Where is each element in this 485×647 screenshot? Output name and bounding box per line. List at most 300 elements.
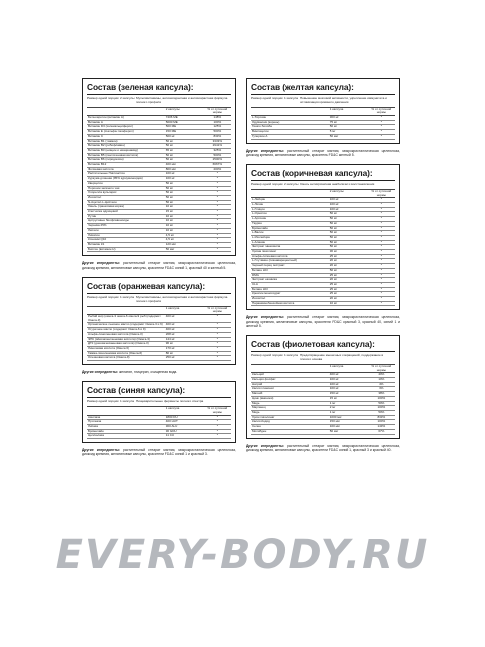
ingredients-table (251, 107, 395, 140)
daily-value-percent: * (368, 301, 395, 306)
daily-value-percent: * (204, 219, 231, 224)
other-ingredients-text: желатин, глицерин, очищенная вода. (118, 370, 178, 375)
ingredient-amount: 10 мг (165, 228, 204, 233)
ingredient-name: Молибден (251, 429, 329, 434)
ingredient-name: Хрома пиколинат (251, 250, 329, 255)
serving-size: Размер одной порции: 2 капсулы (251, 182, 299, 187)
ingredient-amount: 300 ALU (165, 424, 204, 429)
ingredient-amount: 120 мкг (165, 242, 204, 247)
ingredient-amount: 96 мг (165, 342, 204, 347)
daily-value-percent: * (368, 116, 395, 121)
ingredient-name: Кальция фосфат (251, 378, 329, 383)
ingredient-name: Витамин В12 (87, 163, 165, 168)
serving-info (251, 183, 395, 187)
ingredient-name: Бромелайн (87, 429, 165, 434)
ingredient-amount: 400 HUT (165, 420, 204, 425)
ingredient-name: Альфа-липоевая кислота (251, 254, 329, 259)
ingredient-amount: 20 мг (329, 278, 368, 283)
column-header: % от суточной нормы (368, 189, 395, 197)
daily-value-percent: 125% (204, 125, 231, 130)
daily-value-percent: * (204, 172, 231, 177)
ingredient-amount: 50 мкг (329, 429, 368, 434)
ingredient-amount: 50 мг (329, 212, 368, 217)
daily-value-percent: 148% (204, 116, 231, 121)
column-header: % от суточной нормы (204, 306, 231, 314)
ingredient-amount: 50 мг (165, 158, 204, 163)
ingredient-amount: 25 мг (329, 287, 368, 292)
ingredient-name: Гинкго билоба (251, 125, 329, 130)
ingredient-amount: 65 мг (165, 148, 204, 153)
ingredient-name: CLA (251, 282, 329, 287)
section-title: Состав (фиолетовая капсула): (251, 339, 395, 352)
brown-other-ingredients (246, 315, 400, 328)
ingredient-name: Олеиновая кислота (Омега-9) (87, 356, 165, 361)
ingredient-amount: 100 мг (329, 203, 368, 208)
ingredients-table (251, 189, 395, 307)
daily-value-percent: * (368, 282, 395, 287)
ingredient-name: Черный перец экстракт (251, 264, 329, 269)
column-header: 1 капсула (329, 364, 368, 372)
daily-value-percent: * (368, 250, 395, 255)
column-header: % от суточной нормы (368, 107, 395, 115)
daily-value-percent: * (204, 434, 231, 439)
ingredient-name: Кальций (251, 373, 329, 378)
ingredient-name: Кверцетин (87, 181, 165, 186)
ingredient-name: Ликопин (87, 233, 165, 238)
daily-value-percent: * (368, 134, 395, 139)
daily-value-percent: * (368, 198, 395, 203)
ingredient-name: Бетаин HCl (251, 268, 329, 273)
daily-value-percent: * (204, 242, 231, 247)
other-ingredients-label: Другие ингредиенты: (246, 148, 285, 153)
ingredient-amount: 50 мг (329, 240, 368, 245)
right-column (246, 78, 400, 459)
ingredient-amount: 25 мг (329, 292, 368, 297)
daily-value-percent: 100% (368, 420, 395, 425)
ingredients-table (251, 364, 395, 435)
ingredient-amount: 30 мг (329, 250, 368, 255)
ingredient-amount: 50 мг (329, 245, 368, 250)
other-ingredients-text: растительный стеарат магния, микрокристаллическая целлюлоза, диоксид кремния, желатиновые капсулы, красители FD&C синий 1, красный 3 и красный 40. (246, 443, 400, 452)
daily-value-percent: * (204, 429, 231, 434)
ingredient-amount: 80 мг (165, 351, 204, 356)
other-ingredients-text: растительный стеарат магния, микрокристаллическая целлюлоза, диоксид кремния, желатиновые капсулы, краситель FD&C желтый 5. (246, 148, 400, 157)
ingredient-name: Куркума длинная (95% куркуминоидов) (87, 177, 165, 182)
ingredient-amount: 1000 мкг (329, 415, 368, 420)
ingredient-amount: 10 мг (165, 224, 204, 229)
other-ingredients-label: Другие ингредиенты: (82, 448, 121, 453)
other-ingredients-text: растительный стеарат магния, микрокристаллическая целлюлоза, диоксид кремния, желатиновые капсулы, красители FD&C красный 3, красный 40, синий 1 и желтый 5. (246, 315, 400, 329)
ingredient-amount: 100 мкг (329, 425, 368, 430)
ingredient-name: L-Глицин (251, 207, 329, 212)
section-title: Состав (оранжевая капсула): (87, 281, 231, 294)
yellow-other-ingredients (246, 149, 400, 158)
ingredient-amount: 50 мг (329, 268, 368, 273)
ingredient-name: Целлюлаза (87, 434, 165, 439)
ingredient-amount: 400 мг (329, 373, 368, 378)
daily-value-percent: 833% (368, 415, 395, 420)
ingredient-name: L-Валин (251, 231, 329, 236)
daily-value-percent: * (204, 247, 231, 252)
daily-value-percent: * (368, 254, 395, 259)
daily-value-percent: * (368, 217, 395, 222)
daily-value-percent: * (204, 200, 231, 205)
ingredient-amount: 400 мг (165, 323, 204, 328)
ingredient-name: L-Тирозин (251, 116, 329, 121)
daily-value-percent: * (368, 231, 395, 236)
ingredient-amount: 100 мг (329, 382, 368, 387)
ingredient-name: L-Аланин (251, 240, 329, 245)
ingredient-name: Альфа-линоленовая кислота (Омега-3) (87, 332, 165, 337)
document-page (82, 78, 408, 598)
column-header: 1 капсула (165, 306, 204, 314)
column-header: % от суточной нормы (204, 107, 231, 115)
ingredient-name: Цитрусовые биофлавоноиды (87, 219, 165, 224)
formula-description: Пищеварительные ферменты полного спектра (135, 399, 204, 404)
daily-value-percent: 200% (204, 167, 231, 172)
ingredient-amount: 50 мг (329, 217, 368, 222)
ingredient-name: Винпоцетин (251, 130, 329, 135)
ingredient-amount: 10 мг (329, 301, 368, 306)
ingredient-name: Марганец (251, 406, 329, 411)
brown-capsule-card (246, 164, 400, 310)
serving-info (251, 97, 395, 105)
daily-value-percent: 100% (368, 396, 395, 401)
ingredient-amount: 11 CU (165, 434, 204, 439)
ingredient-name: Бромелайн (251, 226, 329, 231)
serving-info (251, 354, 395, 362)
formula-description: Предотвращение мышечных сокращений, поддержание в плохого основа (299, 353, 384, 362)
daily-value-percent: * (204, 415, 231, 420)
ingredient-name: L-Лейцин (251, 198, 329, 203)
ingredient-name: L-Аргинин (251, 217, 329, 222)
ingredient-amount: 50 мг (329, 226, 368, 231)
ingredient-name: Калия йодид (251, 420, 329, 425)
ingredient-name: Порошок зелёного чая (87, 186, 165, 191)
daily-value-percent: * (368, 125, 395, 130)
ingredient-name: Гуперзин А (251, 134, 329, 139)
green-capsule-card (82, 78, 236, 256)
ingredient-amount: 30 GDU (165, 429, 204, 434)
daily-value-percent: * (204, 346, 231, 351)
ingredients-table (87, 306, 231, 361)
ingredient-amount: 50 мг (165, 200, 204, 205)
ingredient-name: Натрий (251, 382, 329, 387)
ingredient-amount: 300 мг (329, 116, 368, 121)
formula-description: Смесь антикризисная анаболизм и восстановления (299, 182, 375, 187)
ingredient-amount: 50 мг (165, 195, 204, 200)
table-row (87, 434, 231, 439)
ingredient-name: Коэнзим Q10 (87, 238, 165, 243)
ingredient-amount: 500 мг (165, 134, 204, 139)
daily-value-percent: * (204, 342, 231, 347)
orange-capsule-card (82, 277, 236, 365)
ingredient-amount: 10 мг (165, 214, 204, 219)
yellow-capsule-card (246, 78, 400, 144)
column-header: 1 капсула (329, 107, 368, 115)
other-ingredients-text: растительный стеарат магния, микрокристаллическая целлюлоза, диоксид кремния, желатиновые капсулы, красители FD&C синий 1, красный 40 и желтый 5. (82, 261, 236, 270)
ingredient-name: Витамин В5 (пантотеновая кислота) (87, 153, 165, 158)
ingredient-amount: 400 мкг (165, 163, 204, 168)
column-header: 2 капсулы (329, 189, 368, 197)
ingredient-name: Витамин Е (d-альфа-токоферол) (87, 130, 165, 135)
other-ingredients-label: Другие ингредиенты: (246, 315, 285, 320)
ingredient-name: Протеаза (87, 420, 165, 425)
ingredient-amount: 100 мг (165, 177, 204, 182)
ingredient-amount: 100 мг (329, 207, 368, 212)
ingredient-name: Лютеин (87, 228, 165, 233)
daily-value-percent: * (204, 214, 231, 219)
ingredient-name: Калия глюконат (251, 387, 329, 392)
ingredient-name: L-Глутамин (пикнаварецентный) (251, 259, 329, 264)
daily-value-percent: * (368, 212, 395, 217)
daily-value-percent: * (368, 203, 395, 208)
daily-value-percent: * (204, 205, 231, 210)
daily-value-percent: 143% (368, 425, 395, 430)
other-ingredients-label: Другие ингредиенты: (82, 261, 121, 266)
ingredient-name: Клетчатка ядрицовой (87, 210, 165, 215)
ingredient-amount: 5 мг (329, 130, 368, 135)
ingredient-name: Креатин моногидрат (251, 292, 329, 297)
blue-capsule-card (82, 381, 236, 443)
watermark-text: EVERY-BODY.RU (55, 532, 430, 578)
daily-value-percent: * (368, 292, 395, 297)
ingredient-name: Хмель (гранатовая корка) (87, 205, 165, 210)
daily-value-percent: * (204, 351, 231, 356)
ingredient-amount: 20 мг (329, 264, 368, 269)
other-ingredients-label: Другие ингредиенты: (82, 370, 119, 375)
ingredient-name: Черника 25% (87, 224, 165, 229)
ingredient-name: N-Ацетил-L-Цистеин (87, 200, 165, 205)
daily-value-percent: 500% (204, 130, 231, 135)
ingredient-amount: 25 мг (329, 254, 368, 259)
ingredient-name: Таурин (251, 221, 329, 226)
ingredient-amount: 50 мг (329, 235, 368, 240)
column-header: 2 капсулы (165, 107, 204, 115)
daily-value-percent: * (368, 226, 395, 231)
daily-value-percent: 100% (368, 406, 395, 411)
ingredient-amount: 144 мг (165, 337, 204, 342)
formula-description: Мультивитамины, антиоксидантная и антивозрастная формула полного профиля (135, 96, 228, 104)
ingredient-amount: 7406 МЕ (165, 116, 204, 121)
ingredient-name: Витамин В6 (пиридоксин) (87, 158, 165, 163)
ingredient-amount: 100 мг (329, 378, 368, 383)
serving-info (87, 97, 231, 105)
daily-value-percent: * (204, 314, 231, 322)
ingredient-amount: 20 мг (329, 259, 368, 264)
ingredient-amount: 50 мг (165, 144, 204, 149)
ingredient-name: Липаза (87, 424, 165, 429)
daily-value-percent: * (204, 181, 231, 186)
ingredient-name: L-Орнитин (251, 212, 329, 217)
ingredient-amount: 500 МЕ (165, 125, 204, 130)
ingredient-amount: 50 мг (165, 153, 204, 158)
daily-value-percent: 3333% (204, 139, 231, 144)
ingredient-name: Огуречное масло (содержит Омега-6 и 9) (87, 328, 165, 333)
ingredient-name: Бета-каротин (витамин А) (87, 116, 165, 121)
daily-value-percent: * (368, 264, 395, 269)
ingredient-name: Линолевая кислота (Омега 6) (87, 346, 165, 351)
ingredient-name: Гамма-линоленовая кислота (Омега-6) (87, 351, 165, 356)
daily-value-percent: * (204, 228, 231, 233)
daily-value-percent: * (204, 210, 231, 215)
daily-value-percent: 3% (368, 387, 395, 392)
daily-value-percent: * (368, 287, 395, 292)
ingredient-amount: 25 мг (329, 282, 368, 287)
ingredient-amount: 50 мг (165, 186, 204, 191)
ingredient-amount: 50 мг (165, 181, 204, 186)
daily-value-percent: 50% (368, 411, 395, 416)
ingredient-amount: 15 мг (329, 396, 368, 401)
ingredient-amount: 150 мг (329, 392, 368, 397)
ingredient-name: Витамин К1 (87, 242, 165, 247)
daily-value-percent: 833% (204, 134, 231, 139)
table-row (87, 247, 231, 252)
daily-value-percent: * (204, 332, 231, 337)
daily-value-percent: * (204, 323, 231, 328)
other-ingredients-label: Другие ингредиенты: (246, 443, 285, 448)
ingredient-name: Экстракт ежовика (251, 278, 329, 283)
daily-value-percent: 38% (368, 392, 395, 397)
ingredient-name: Хром пиколинат (251, 415, 329, 420)
ingredient-name: Витамин В3 (ниацин и ниацинамид) (87, 148, 165, 153)
table-row (87, 356, 231, 361)
daily-value-percent: * (204, 195, 231, 200)
ingredient-name: L-Лизин (251, 203, 329, 208)
purple-capsule-card (246, 335, 400, 438)
green-other-ingredients (82, 261, 236, 270)
ingredient-amount: 75 мг (329, 120, 368, 125)
ingredient-amount: 50 мкг (165, 247, 204, 252)
ingredient-amount: 400 мг (165, 328, 204, 333)
serving-size: Размер одной порции: 1 капсула (87, 399, 134, 404)
ingredient-name: ЭПК (эйкозапентаеновая кислота) (Омега-3) (87, 337, 165, 342)
column-header: 1 капсула (165, 407, 204, 415)
ingredient-amount: 170 мг (165, 346, 204, 351)
daily-value-percent: * (204, 337, 231, 342)
ingredient-amount: 1800 DU (165, 415, 204, 420)
daily-value-percent: * (368, 207, 395, 212)
ingredient-amount: 800 мкг (165, 167, 204, 172)
ingredient-name: L-Изолейцин (251, 235, 329, 240)
ingredient-name: Парааминобензойная кислота (251, 301, 329, 306)
table-row (251, 429, 395, 434)
left-column (82, 78, 236, 464)
ingredient-amount: 150 МЕ (165, 130, 204, 135)
ingredient-amount: 4,5 мг (165, 233, 204, 238)
daily-value-percent: * (368, 297, 395, 302)
daily-value-percent: * (204, 186, 231, 191)
ingredient-amount: 4,5 мг (165, 238, 204, 243)
ingredient-name: Органическое льняное масло (содержит Омега-3 и 6) (88, 322, 163, 327)
column-header: % от суточной нормы (204, 407, 231, 415)
ingredient-amount: 268 мг (165, 332, 204, 337)
daily-value-percent: * (368, 273, 395, 278)
ingredient-name: Инозитол (87, 195, 165, 200)
table-row (251, 134, 395, 139)
section-title: Состав (зеленая капсула): (87, 82, 231, 95)
ingredient-name: Рутин (87, 214, 165, 219)
ingredient-name: Растительные Пиктинстин (87, 172, 165, 177)
ingredient-name: DMG (251, 273, 329, 278)
ingredient-name: Хлорелла вульгарис (87, 191, 165, 196)
daily-value-percent: * (204, 177, 231, 182)
daily-value-percent: 325% (204, 148, 231, 153)
ingredient-name: Витамин А (87, 120, 165, 125)
ingredient-name: Амилаза (87, 415, 165, 420)
daily-value-percent: 100% (204, 120, 231, 125)
ingredient-amount: 50 мкг (329, 134, 368, 139)
daily-value-percent: * (368, 221, 395, 226)
ingredient-name: Медь (251, 401, 329, 406)
ingredients-table (87, 107, 231, 253)
ingredient-name: ДГК (докозагексаеновая кислота) (Омега-3) (87, 342, 165, 347)
daily-value-percent: * (368, 278, 395, 283)
table-header-row (87, 407, 231, 415)
serving-size: Размер одной порции: 1 капсула (251, 353, 298, 358)
blue-other-ingredients (82, 448, 236, 457)
daily-value-percent: * (204, 224, 231, 229)
ingredient-name: Одуванчик (корень) (251, 120, 329, 125)
daily-value-percent: * (368, 240, 395, 245)
daily-value-percent: 67% (368, 429, 395, 434)
table-header-row (251, 364, 395, 372)
ingredient-amount: 10 мг (165, 205, 204, 210)
ingredient-amount: 2 мг (329, 406, 368, 411)
daily-value-percent: 2941% (204, 144, 231, 149)
ingredient-amount: 250 мг (165, 356, 204, 361)
ingredient-amount: 100 мг (165, 172, 204, 177)
ingredient-name: Витамин D3 (холекальциферол) (87, 125, 165, 130)
daily-value-percent: * (368, 120, 395, 125)
table-header-row (251, 189, 395, 197)
ingredient-amount: 50 мг (165, 139, 204, 144)
other-ingredients-text: растительный стеарат магния, микрокристаллическая целлюлоза, диоксид кремния, желатиновые капсулы, красители FD&C синий 1 и красный 3. (82, 448, 236, 457)
orange-other-ingredients (82, 370, 236, 374)
daily-value-percent: * (204, 328, 231, 333)
daily-value-percent: * (204, 238, 231, 243)
daily-value-percent: 40% (368, 373, 395, 378)
serving-size: Размер одной порции: 1 капсула (251, 96, 298, 100)
ingredient-amount: 1 мг (329, 401, 368, 406)
purple-other-ingredients (246, 444, 400, 453)
ingredient-name: Селен (251, 425, 329, 430)
ingredient-name: Рыбий жир (омега-3 омега-6 омега-9 рыб (содержит Омега-3) (87, 314, 165, 322)
daily-value-percent: * (204, 420, 231, 425)
ingredient-name: Медь (251, 411, 329, 416)
ingredient-name: Бетаин HCl (251, 287, 329, 292)
table-header-row (251, 107, 395, 115)
ingredients-table (87, 406, 231, 439)
daily-value-percent: * (204, 191, 231, 196)
daily-value-percent: 4% (368, 382, 395, 387)
ingredient-name: Фолиевая кислота (87, 167, 165, 172)
daily-value-percent: * (204, 233, 231, 238)
daily-value-percent: * (368, 245, 395, 250)
table-row (251, 301, 395, 306)
ingredient-amount: 10 мг (165, 219, 204, 224)
daily-value-percent: * (368, 235, 395, 240)
ingredient-name: Магний (251, 392, 329, 397)
ingredient-amount: 1 мг (329, 411, 368, 416)
ingredient-amount: 20 мг (329, 297, 368, 302)
ingredient-name: Цинк (аминоки) (251, 396, 329, 401)
ingredient-amount: 100 мг (329, 198, 368, 203)
formula-description: Мультивитамины, антиоксидантная и антивозрастная формула полного профиля (135, 294, 228, 303)
daily-value-percent: 500% (204, 153, 231, 158)
daily-value-percent: 2500% (204, 158, 231, 163)
ingredient-amount: 15 мг (165, 210, 204, 215)
